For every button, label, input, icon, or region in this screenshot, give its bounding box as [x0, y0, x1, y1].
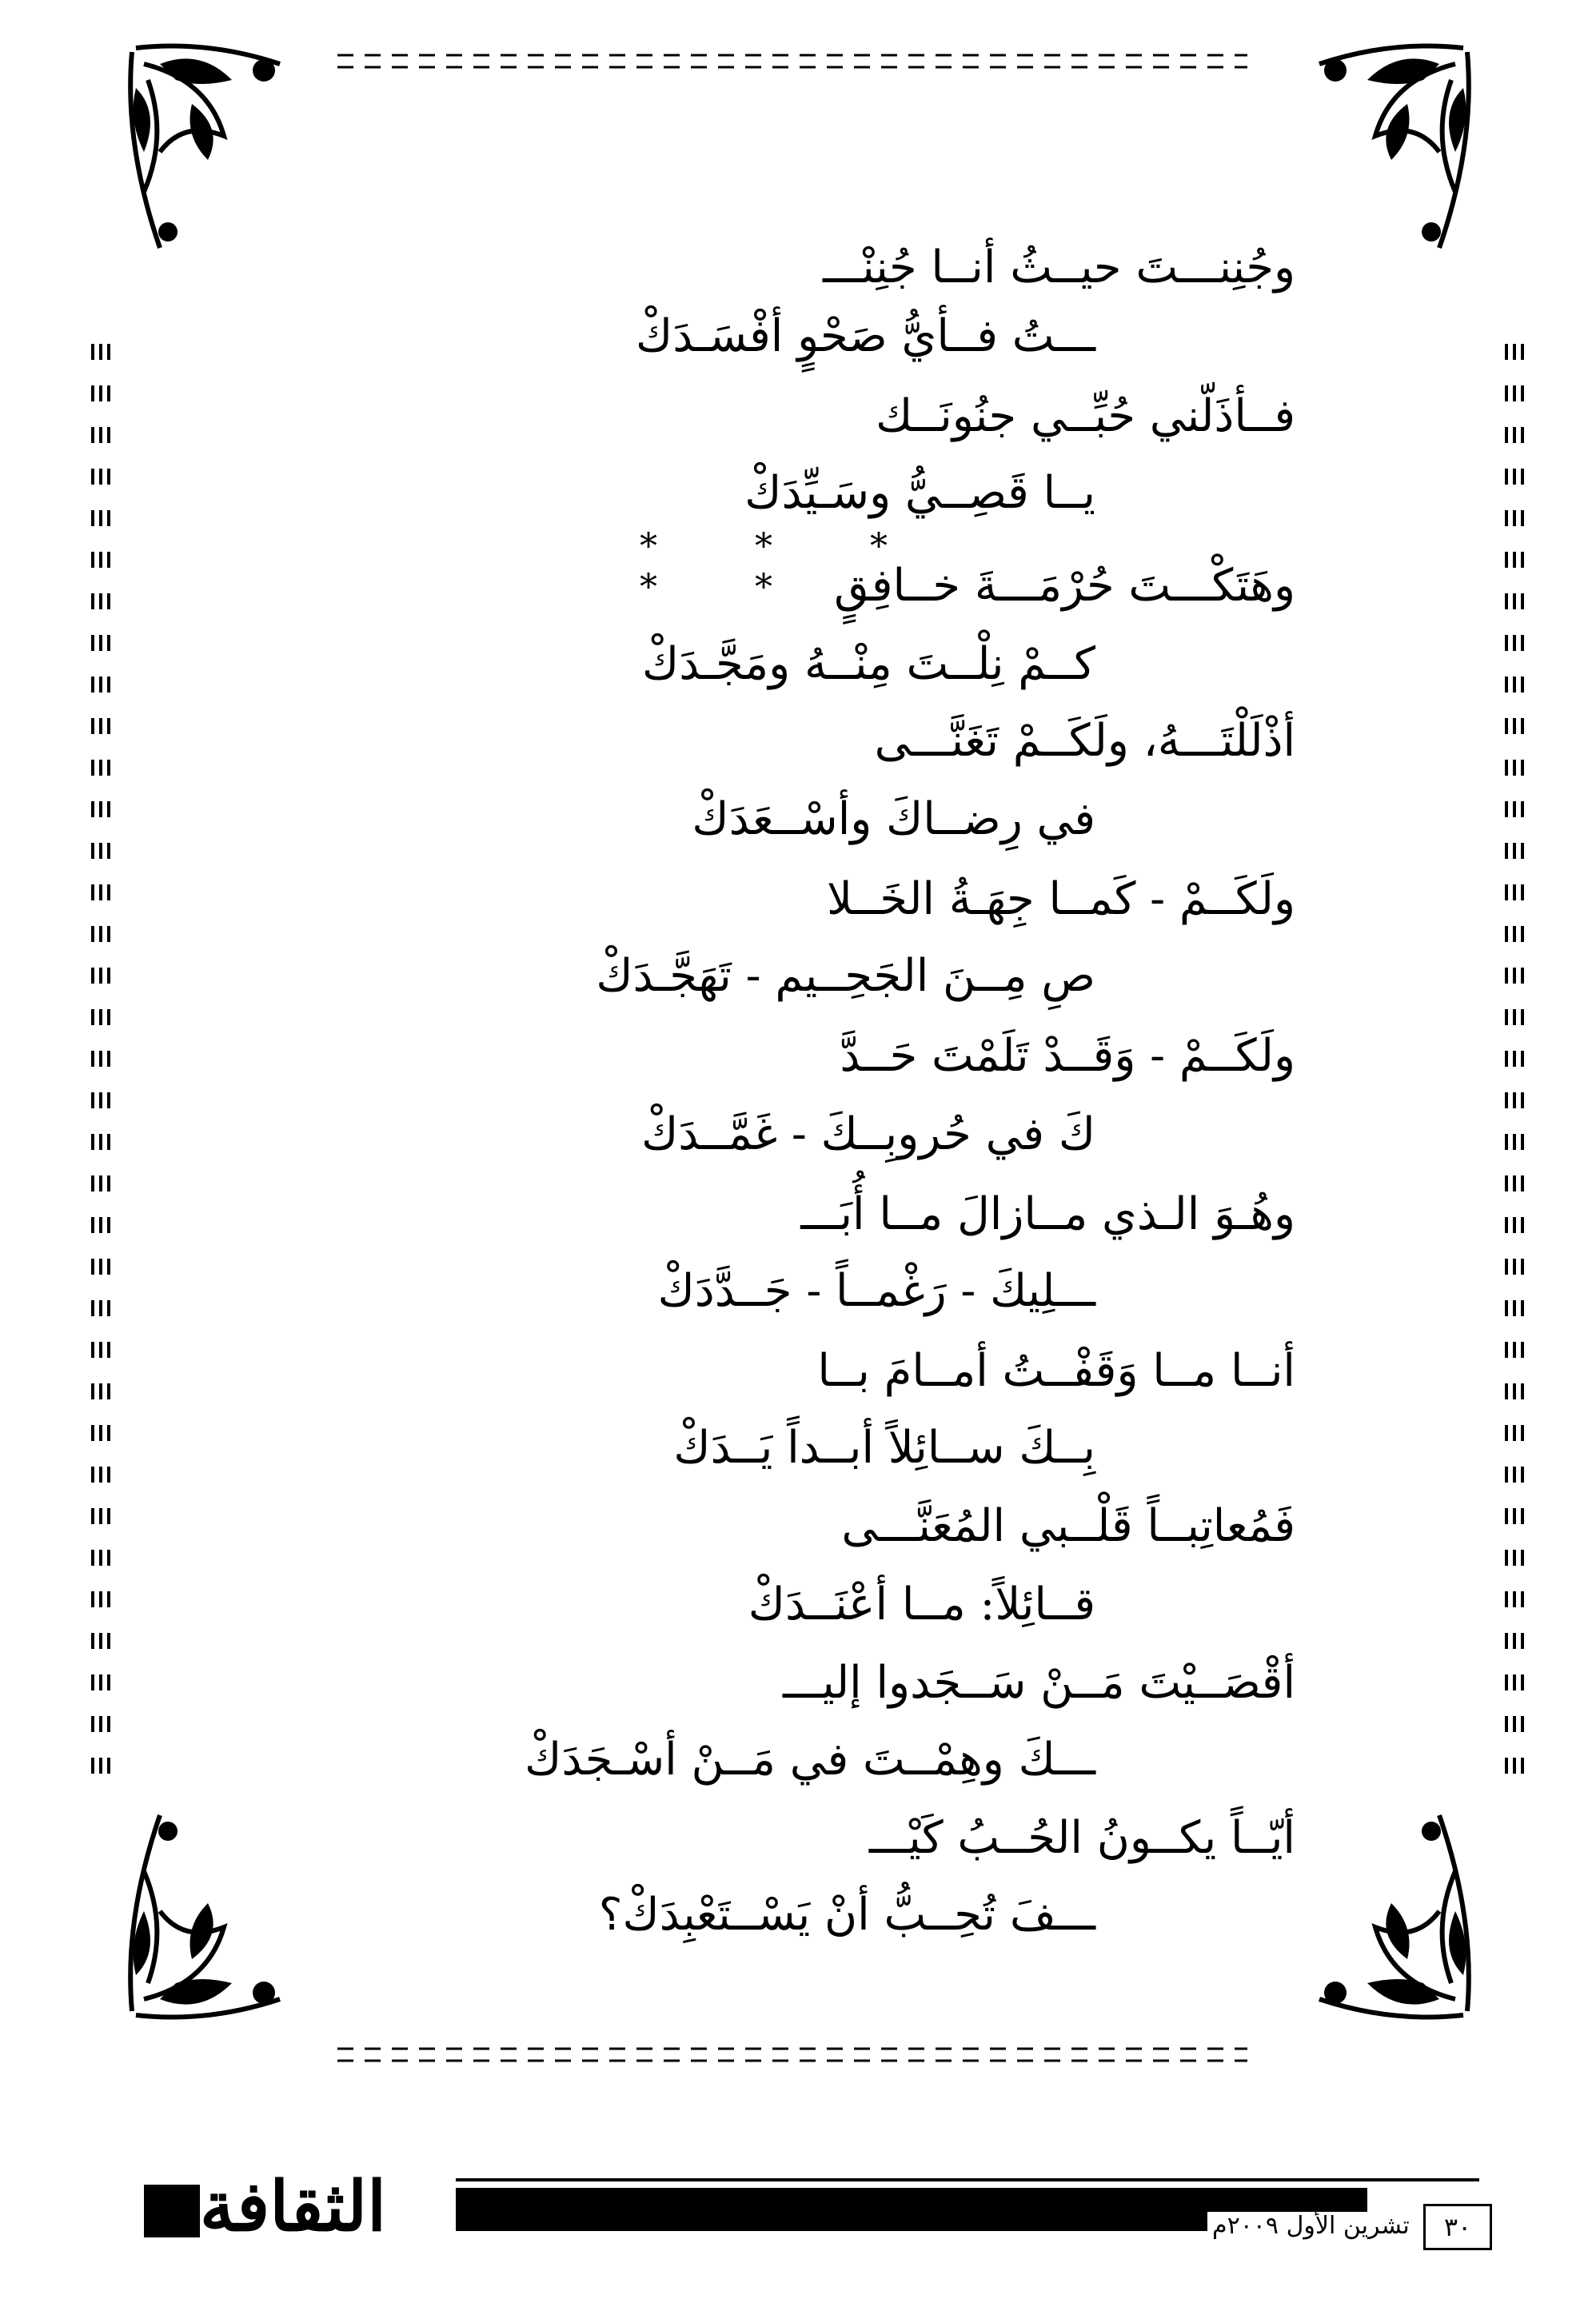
border-tick — [99, 1134, 102, 1150]
border-tick — [1521, 552, 1524, 568]
border-tick — [99, 510, 102, 526]
poem-line: وهُـوَ الـذي مــازالَ مــا أُبَـــ — [800, 1188, 1295, 1240]
border-tick — [99, 385, 102, 401]
border-tick — [99, 760, 102, 776]
floral-corner-icon — [1303, 32, 1487, 256]
border-tick — [1513, 1633, 1516, 1649]
border-tick — [1521, 884, 1524, 900]
border-tick — [107, 1591, 110, 1607]
border-tick — [91, 1508, 94, 1524]
poem-line: يــا قَصِــيُّ وسَـيِّدَكْ — [744, 467, 1095, 519]
poem-line: في رِضــاكَ وأسْــعَدَكْ — [692, 793, 1095, 845]
border-tick — [1505, 926, 1508, 942]
border-tick — [1513, 1383, 1516, 1399]
border-tick — [99, 1508, 102, 1524]
border-tick — [99, 801, 102, 817]
poem-body — [336, 240, 1311, 1941]
border-tick — [107, 1051, 110, 1067]
border-tick — [99, 1758, 102, 1774]
border-tick — [99, 427, 102, 443]
border-tick — [107, 1508, 110, 1524]
border-tick — [1513, 884, 1516, 900]
left-border-ticks — [86, 328, 115, 1815]
border-tick — [91, 801, 94, 817]
border-tick — [91, 635, 94, 651]
border-tick — [1521, 843, 1524, 859]
border-tick — [1505, 552, 1508, 568]
poem-line: فَمُعاتِبــاً قَلْــبي المُعَنَّـــى — [841, 1500, 1295, 1552]
border-tick — [99, 843, 102, 859]
border-tick — [91, 385, 94, 401]
poem-line: أقْصَــيْتَ مَــنْ سَــجَدوا إليـــ — [782, 1657, 1295, 1709]
border-tick — [99, 968, 102, 984]
border-tick — [91, 677, 94, 692]
border-tick — [1513, 1175, 1516, 1191]
border-tick — [1513, 344, 1516, 360]
border-tick — [1521, 1383, 1524, 1399]
border-tick — [1521, 968, 1524, 984]
border-tick — [1513, 1342, 1516, 1358]
poem-line: كَ في حُروبِــكَ - غَمَّــدَكْ — [641, 1108, 1095, 1160]
border-tick — [1521, 1092, 1524, 1108]
border-tick — [1521, 801, 1524, 817]
border-tick — [91, 1092, 94, 1108]
border-tick — [99, 593, 102, 609]
poem-line: قــائِلاً: مــا أعْنَــدَكْ — [748, 1579, 1095, 1630]
border-tick — [91, 1758, 94, 1774]
border-tick — [107, 968, 110, 984]
border-tick — [1513, 1758, 1516, 1774]
border-tick — [1521, 427, 1524, 443]
border-tick — [1513, 427, 1516, 443]
border-tick — [1521, 593, 1524, 609]
border-tick — [1521, 1051, 1524, 1067]
border-tick — [1513, 385, 1516, 401]
poem-line: كــمْ نِلْــتَ مِنْــهُ ومَجَّـدَكْ — [642, 638, 1095, 690]
border-tick — [1513, 1009, 1516, 1025]
border-tick — [99, 926, 102, 942]
border-tick — [1513, 926, 1516, 942]
border-tick — [1505, 1425, 1508, 1441]
border-tick — [107, 1217, 110, 1233]
magazine-title: الثقافة — [200, 2166, 386, 2247]
border-tick — [1505, 1716, 1508, 1732]
right-border-ticks — [1500, 328, 1529, 1815]
border-tick — [1521, 1591, 1524, 1607]
border-tick — [1521, 1175, 1524, 1191]
border-tick — [99, 1259, 102, 1275]
border-tick — [1513, 1051, 1516, 1067]
border-tick — [1505, 1758, 1508, 1774]
issue-date: تشرين الأول ٢٠٠٩م — [1207, 2212, 1414, 2240]
border-tick — [1513, 593, 1516, 609]
border-tick — [1521, 385, 1524, 401]
border-tick — [91, 968, 94, 984]
border-tick — [99, 552, 102, 568]
top-double-dash-rule — [337, 50, 1247, 74]
poem-line: فــأذَلّني حُبِّــي جنُونَــك — [876, 390, 1295, 442]
border-tick — [1521, 1633, 1524, 1649]
page-number: ٣٠ — [1423, 2204, 1492, 2250]
border-tick — [99, 718, 102, 734]
border-tick — [99, 884, 102, 900]
border-tick — [91, 1009, 94, 1025]
border-tick — [91, 552, 94, 568]
border-tick — [91, 1467, 94, 1483]
border-tick — [1505, 884, 1508, 900]
poem-line: بِــكَ ســائِلاً أبــداً يَــدَكْ — [673, 1422, 1095, 1474]
stanza-separator: * * * * * — [640, 526, 931, 608]
border-tick — [1505, 427, 1508, 443]
border-tick — [99, 1217, 102, 1233]
border-tick — [1521, 469, 1524, 485]
border-tick — [99, 469, 102, 485]
border-tick — [1505, 1175, 1508, 1191]
border-tick — [91, 1591, 94, 1607]
border-tick — [1521, 1467, 1524, 1483]
border-tick — [99, 635, 102, 651]
border-tick — [1513, 1425, 1516, 1441]
border-tick — [1505, 1674, 1508, 1690]
border-tick — [91, 1175, 94, 1191]
border-tick — [1505, 1591, 1508, 1607]
border-tick — [91, 1425, 94, 1441]
border-tick — [1505, 510, 1508, 526]
poem-line: أذْلَلْتَـــهُ، ولَكَــمْ تَغَنَّـــى — [874, 715, 1295, 767]
floral-corner-icon — [112, 32, 296, 256]
border-tick — [91, 843, 94, 859]
border-tick — [1505, 760, 1508, 776]
border-tick — [1505, 593, 1508, 609]
border-tick — [99, 1467, 102, 1483]
border-tick — [107, 1716, 110, 1732]
border-tick — [1513, 1467, 1516, 1483]
border-tick — [1521, 344, 1524, 360]
border-tick — [91, 760, 94, 776]
border-tick — [99, 1550, 102, 1566]
border-tick — [107, 1092, 110, 1108]
border-tick — [107, 344, 110, 360]
border-tick — [1505, 843, 1508, 859]
poem-line: وجُنِنـــتَ حيــثُ أنــا جُنِنْـــ — [822, 241, 1295, 293]
border-tick — [91, 1134, 94, 1150]
border-tick — [91, 1342, 94, 1358]
border-tick — [107, 884, 110, 900]
border-tick — [107, 1342, 110, 1358]
border-tick — [107, 427, 110, 443]
border-tick — [1505, 1508, 1508, 1524]
border-tick — [1505, 1467, 1508, 1483]
border-tick — [1505, 1342, 1508, 1358]
border-tick — [1513, 1550, 1516, 1566]
border-tick — [1505, 1009, 1508, 1025]
border-tick — [1513, 1591, 1516, 1607]
border-tick — [99, 677, 102, 692]
border-tick — [1513, 510, 1516, 526]
border-tick — [91, 427, 94, 443]
border-tick — [1521, 718, 1524, 734]
floral-corner-icon — [1303, 1807, 1487, 2031]
border-tick — [107, 1758, 110, 1774]
border-tick — [1505, 1051, 1508, 1067]
border-tick — [107, 510, 110, 526]
border-tick — [107, 552, 110, 568]
border-tick — [99, 1092, 102, 1108]
border-tick — [99, 344, 102, 360]
border-tick — [107, 593, 110, 609]
border-tick — [1513, 760, 1516, 776]
border-tick — [1513, 677, 1516, 692]
border-tick — [107, 469, 110, 485]
border-tick — [99, 1633, 102, 1649]
border-tick — [107, 385, 110, 401]
border-tick — [91, 1300, 94, 1316]
border-tick — [91, 469, 94, 485]
border-tick — [91, 1217, 94, 1233]
border-tick — [107, 677, 110, 692]
poem-line: وهَتَكْـــتَ حُرْمَـــةَ خــافِقٍ — [834, 560, 1295, 612]
border-tick — [1521, 1217, 1524, 1233]
border-tick — [91, 718, 94, 734]
border-tick — [99, 1300, 102, 1316]
bottom-double-dash-rule — [337, 2043, 1247, 2067]
border-tick — [1513, 552, 1516, 568]
floral-corner-icon — [112, 1807, 296, 2031]
footer-left-bar — [144, 2185, 200, 2237]
poem-line: ولَكَــمْ - وَقَــدْ تَلَمْتَ حَــدَّ — [840, 1030, 1295, 1082]
border-tick — [1513, 1217, 1516, 1233]
border-tick — [1513, 1092, 1516, 1108]
border-tick — [107, 1300, 110, 1316]
border-tick — [107, 801, 110, 817]
page-footer — [144, 2166, 1495, 2261]
border-tick — [1521, 1716, 1524, 1732]
border-tick — [99, 1591, 102, 1607]
border-tick — [91, 344, 94, 360]
border-tick — [1505, 1134, 1508, 1150]
border-tick — [1521, 1009, 1524, 1025]
poem-line: ولَكَــمْ - كَمــا جِهَـةُ الخَــلا — [826, 873, 1295, 925]
border-tick — [1521, 510, 1524, 526]
border-tick — [107, 1259, 110, 1275]
poem-line: ـــكَ وهِمْــتَ في مَــنْ أسْـجَدَكْ — [525, 1734, 1095, 1786]
border-tick — [1521, 1342, 1524, 1358]
border-tick — [1521, 1134, 1524, 1150]
border-tick — [1521, 635, 1524, 651]
border-tick — [1505, 718, 1508, 734]
border-tick — [1505, 1259, 1508, 1275]
border-tick — [1521, 1425, 1524, 1441]
border-tick — [1513, 635, 1516, 651]
border-tick — [1505, 1092, 1508, 1108]
border-tick — [91, 884, 94, 900]
border-tick — [1505, 635, 1508, 651]
footer-rule — [456, 2178, 1479, 2181]
poem-line: ـــفَ تُحِــبُّ أنْ يَسْــتَعْبِدَكْ؟ — [598, 1889, 1095, 1941]
border-tick — [1505, 1550, 1508, 1566]
poem-line: أيّــاً يكــونُ الحُــبُ كَيْـــ — [868, 1812, 1295, 1864]
border-tick — [107, 1175, 110, 1191]
border-tick — [1513, 1674, 1516, 1690]
border-tick — [1513, 1259, 1516, 1275]
border-tick — [1505, 677, 1508, 692]
border-tick — [107, 718, 110, 734]
border-tick — [1513, 1508, 1516, 1524]
border-tick — [1521, 760, 1524, 776]
border-tick — [107, 1550, 110, 1566]
poem-line: ـــلِيكَ - رَغْمــاً - جَــدَّدَكْ — [657, 1265, 1095, 1317]
border-tick — [1505, 469, 1508, 485]
border-tick — [1513, 469, 1516, 485]
border-tick — [1521, 677, 1524, 692]
border-tick — [91, 1674, 94, 1690]
border-tick — [107, 760, 110, 776]
border-tick — [99, 1009, 102, 1025]
border-tick — [107, 1467, 110, 1483]
border-tick — [91, 1633, 94, 1649]
border-tick — [91, 510, 94, 526]
border-tick — [91, 1051, 94, 1067]
poem-line: صِ مِــنَ الجَحِــيم - تَهَجَّـدَكْ — [596, 950, 1095, 1002]
border-tick — [1513, 968, 1516, 984]
border-tick — [1505, 385, 1508, 401]
border-tick — [107, 1009, 110, 1025]
poem-line: أنــا مــا وَقَفْــتُ أمــامَ بــا — [817, 1345, 1295, 1397]
border-tick — [107, 926, 110, 942]
border-tick — [1513, 801, 1516, 817]
border-tick — [91, 1383, 94, 1399]
border-tick — [107, 843, 110, 859]
border-tick — [1513, 718, 1516, 734]
border-tick — [1505, 1633, 1508, 1649]
border-tick — [1513, 1300, 1516, 1316]
border-tick — [99, 1425, 102, 1441]
border-tick — [1521, 1508, 1524, 1524]
border-tick — [99, 1716, 102, 1732]
border-tick — [107, 1674, 110, 1690]
border-tick — [1521, 1674, 1524, 1690]
border-tick — [107, 1383, 110, 1399]
border-tick — [1505, 1383, 1508, 1399]
poem-line: ـــتُ فــأيُّ صَحْوٍ أفْسَـدَكْ — [636, 310, 1095, 362]
border-tick — [99, 1342, 102, 1358]
border-tick — [91, 1259, 94, 1275]
border-tick — [1521, 1550, 1524, 1566]
border-tick — [99, 1175, 102, 1191]
border-tick — [1521, 926, 1524, 942]
border-tick — [107, 635, 110, 651]
border-tick — [91, 1716, 94, 1732]
border-tick — [1521, 1758, 1524, 1774]
border-tick — [99, 1051, 102, 1067]
border-tick — [1505, 344, 1508, 360]
border-tick — [1505, 968, 1508, 984]
border-tick — [1505, 801, 1508, 817]
border-tick — [91, 593, 94, 609]
border-tick — [1513, 1716, 1516, 1732]
border-tick — [1513, 843, 1516, 859]
border-tick — [91, 926, 94, 942]
border-tick — [99, 1383, 102, 1399]
border-tick — [107, 1134, 110, 1150]
border-tick — [91, 1550, 94, 1566]
border-tick — [1521, 1259, 1524, 1275]
border-tick — [1521, 1300, 1524, 1316]
border-tick — [1505, 1217, 1508, 1233]
border-tick — [107, 1633, 110, 1649]
border-tick — [99, 1674, 102, 1690]
border-tick — [107, 1425, 110, 1441]
border-tick — [1513, 1134, 1516, 1150]
border-tick — [1505, 1300, 1508, 1316]
